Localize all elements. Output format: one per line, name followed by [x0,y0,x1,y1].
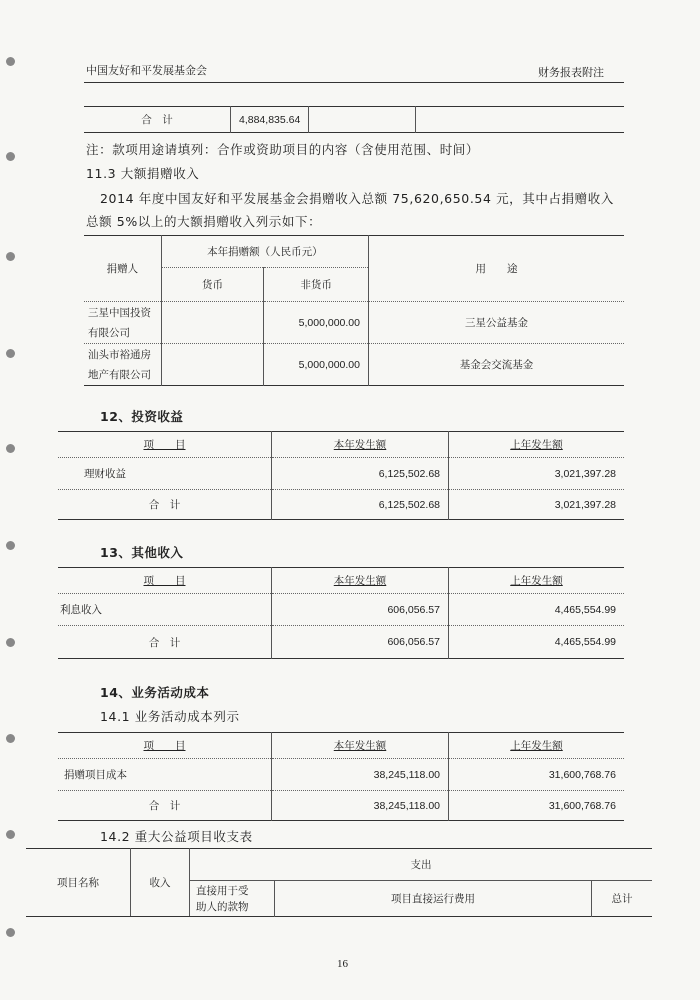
total-label: 合 计 [148,499,181,511]
total-current-year: 6,125,502.68 [272,490,449,520]
col-header-direct-aid-line1: 直接用于受 [196,884,249,897]
donor-cell [84,344,161,386]
section-14-title: 14、业务活动成本 [100,685,210,700]
col-header-current-year: 本年发生额 [333,740,387,752]
row-item: 理财收益 [84,468,126,480]
col-header-direct-aid [190,881,275,917]
col-header-current-year: 本年发生额 [333,575,387,587]
col-header-donor: 捐赠人 [84,236,161,302]
binder-hole [6,444,15,453]
col-header-item: 项 目 [143,740,186,752]
empty-cell [416,107,624,133]
binder-hole [6,541,15,550]
col-header-running-cost: 项目直接运行费用 [275,881,592,917]
total-label: 合 计 [148,636,181,649]
col-header-amount: 本年捐赠额（人民币元） [161,236,368,268]
binder-hole [6,830,15,839]
row-current-year: 606,056.57 [272,594,449,626]
total-prior-year: 3,021,397.28 [449,490,625,520]
col-header-item: 项 目 [143,439,186,451]
cash-amount [161,344,264,386]
col-header-direct-aid-line2: 助人的款物 [196,900,249,913]
row-current-year: 38,245,118.00 [272,759,449,791]
total-label: 合 计 [148,800,181,812]
col-header-total: 总计 [592,881,653,917]
total-prior-year: 4,465,554.99 [449,626,625,659]
header-doc-title: 财务报表附注 [538,66,604,79]
donation-use: 三星公益基金 [368,302,624,344]
section-14-1-title: 14.1 业务活动成本列示 [100,709,240,724]
col-header-item: 项 目 [143,575,186,587]
donation-use: 基金会交流基金 [368,344,624,386]
total-prior-year: 31,600,768.76 [449,791,625,821]
activity-cost-table [58,732,624,821]
binder-hole [6,57,15,66]
row-prior-year: 4,465,554.99 [449,594,625,626]
row-current-year: 6,125,502.68 [272,458,449,490]
page-number: 16 [337,958,348,970]
section-14-2-title: 14.2 重大公益项目收支表 [100,829,253,844]
noncash-amount: 5,000,000.00 [264,344,369,386]
other-income-table [58,567,624,659]
donor-cell [84,302,161,344]
large-donation-table [84,235,624,386]
binder-hole [6,734,15,743]
binder-hole [6,252,15,261]
donor-name-line2: 有限公司 [88,326,130,339]
cash-amount [161,302,264,344]
donor-name-line2: 地产有限公司 [88,368,151,381]
section-12-title: 12、投资收益 [100,409,184,424]
donor-name-line1: 汕头市裕通房 [88,348,151,361]
section-11-3-para-line1: 2014 年度中国友好和平发展基金会捐赠收入总额 75,620,650.54 元，其中占捐赠收入 [100,191,614,206]
binder-hole [6,638,15,647]
binder-hole [6,152,15,161]
top-total-table [84,106,624,133]
binder-hole [6,349,15,358]
binder-hole [6,928,15,937]
col-header-use: 用 途 [368,236,624,302]
donor-name-line1: 三星中国投资 [88,306,151,319]
section-13-title: 13、其他收入 [100,545,184,560]
empty-cell [309,107,416,133]
note-text: 注：款项用途请填列：合作或资助项目的内容（含使用范围、时间） [86,142,480,157]
total-current-year: 606,056.57 [272,626,449,659]
col-header-expense: 支出 [190,849,653,881]
section-11-3-title: 11.3 大额捐赠收入 [86,166,200,181]
row-prior-year: 3,021,397.28 [449,458,625,490]
investment-income-table [58,431,624,520]
header-org: 中国友好和平发展基金会 [86,64,207,77]
header-rule [84,82,624,83]
row-item: 捐赠项目成本 [64,769,127,781]
col-header-prior-year: 上年发生额 [510,740,563,752]
total-current-year: 38,245,118.00 [272,791,449,821]
section-11-3-para-line2: 总额 5%以上的大额捐赠收入列示如下： [86,214,322,229]
col-header-prior-year: 上年发生额 [510,439,563,451]
row-item: 利息收入 [60,604,102,616]
noncash-amount: 5,000,000.00 [264,302,369,344]
col-header-project-name: 项目名称 [26,849,131,917]
col-header-cash: 货币 [161,268,264,302]
col-header-noncash: 非货币 [264,268,369,302]
major-project-table [26,848,652,917]
top-total-label: 合 计 [141,114,173,126]
col-header-prior-year: 上年发生额 [510,575,563,587]
col-header-income: 收入 [131,849,190,917]
col-header-current-year: 本年发生额 [333,439,387,451]
top-total-value: 4,884,835.64 [231,107,309,133]
row-prior-year: 31,600,768.76 [449,759,625,791]
